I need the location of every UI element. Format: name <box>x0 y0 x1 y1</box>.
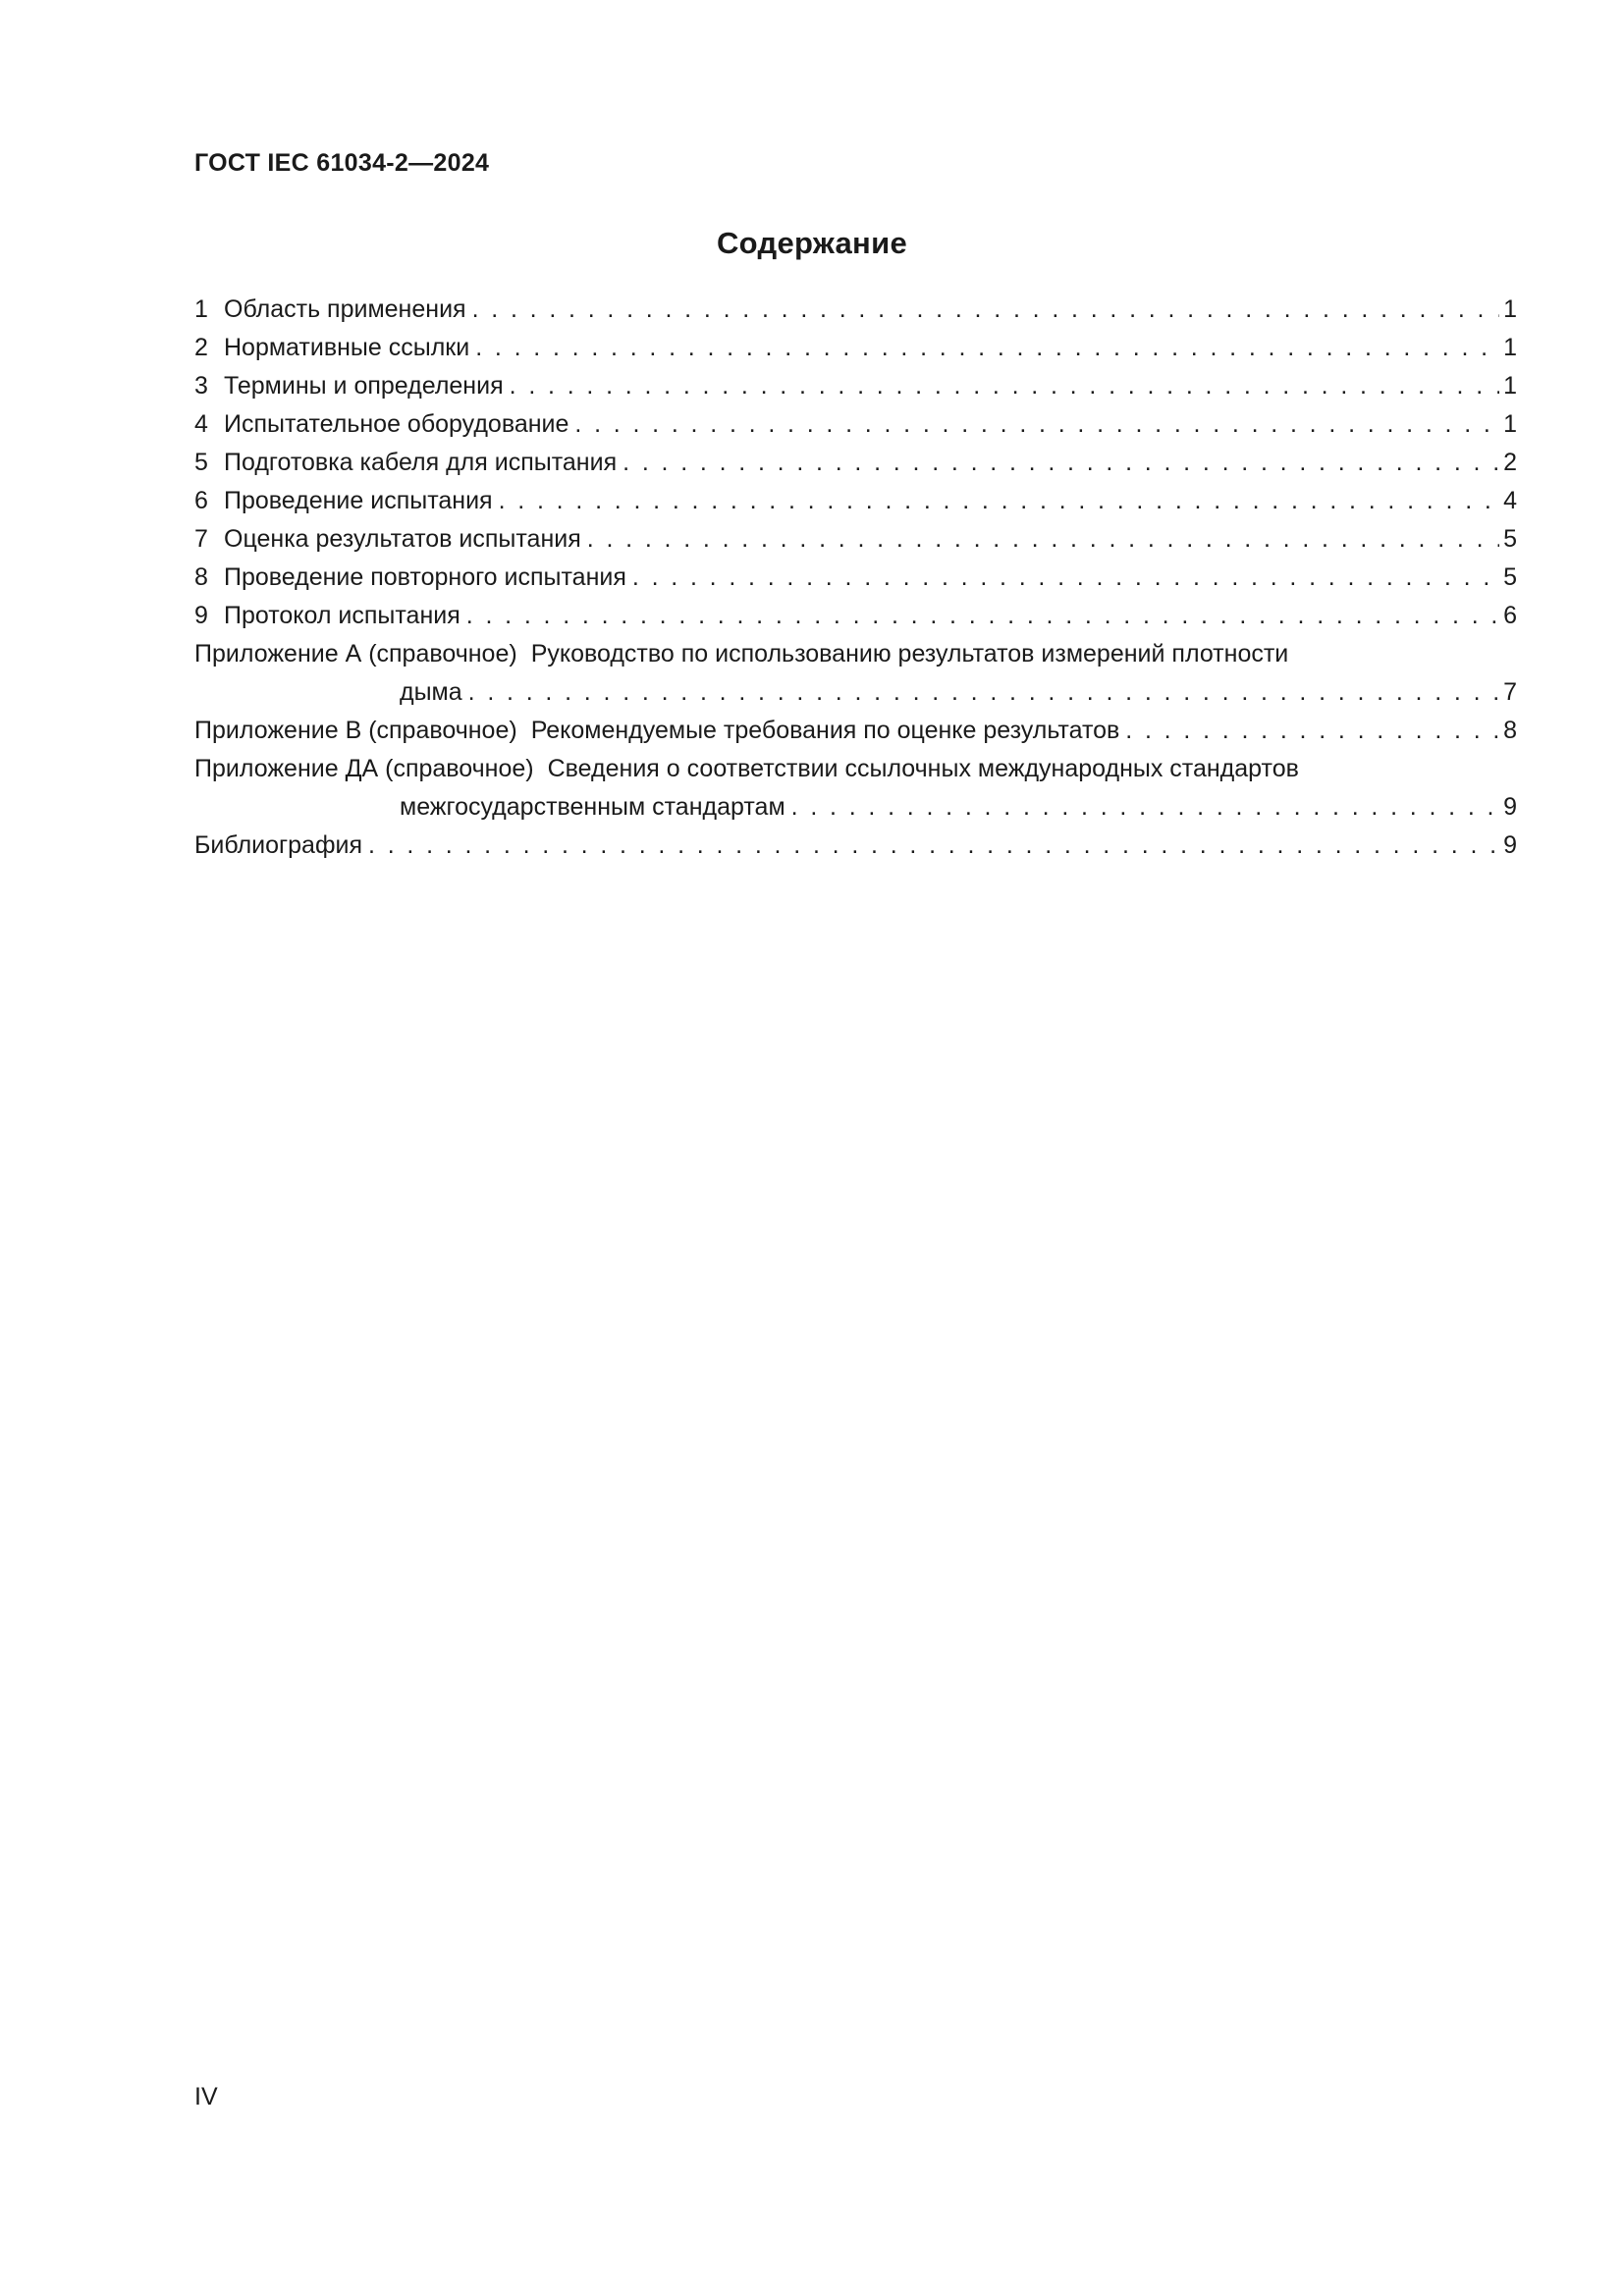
toc-dot-leader <box>499 482 1499 520</box>
toc-entry-number: 2 <box>194 334 208 361</box>
toc-entry-page: 9 <box>1503 793 1517 821</box>
toc-dot-leader <box>466 597 1499 635</box>
toc-entry-5[interactable] <box>194 444 1517 482</box>
toc-dot-leader <box>1125 712 1499 750</box>
toc-entry-title-continued: межгосударственным стандартам <box>400 793 785 821</box>
toc-entry-9[interactable] <box>194 597 1517 635</box>
toc-entry-page: 5 <box>1503 525 1517 553</box>
toc-dot-leader <box>472 291 1500 329</box>
toc-entry-page: 2 <box>1503 449 1517 476</box>
toc-entry-title: Рекомендуемые требования по оценке результатов <box>530 717 1120 744</box>
toc-dot-leader <box>632 559 1499 597</box>
toc-entry-3[interactable] <box>194 367 1517 405</box>
toc-title: Содержание <box>717 226 907 260</box>
document-code: ГОСТ IEC 61034-2—2024 <box>194 149 490 177</box>
toc-entry-page: 9 <box>1503 831 1517 859</box>
toc-entry-number: 5 <box>194 449 208 476</box>
toc-appendix-label: Приложение В (справочное) <box>194 717 517 744</box>
toc-dot-leader <box>368 827 1499 865</box>
toc-entry-number: 6 <box>194 487 208 514</box>
toc-entry-number: 4 <box>194 410 208 438</box>
table-of-contents <box>194 291 1517 865</box>
toc-entry-title: Проведение испытания <box>224 487 493 514</box>
toc-entry-number: 3 <box>194 372 208 400</box>
toc-appendix-label: Приложение ДА (справочное) <box>194 755 534 782</box>
page-number: IV <box>194 2083 218 2110</box>
toc-entry-page: 5 <box>1503 563 1517 591</box>
toc-entry-appendix-da-continued[interactable] <box>194 788 1517 827</box>
toc-entry-page: 1 <box>1503 372 1517 400</box>
toc-entry-7[interactable] <box>194 520 1517 559</box>
toc-dot-leader <box>791 788 1499 827</box>
toc-entry-number: 1 <box>194 295 208 323</box>
toc-entry-appendix-a-continued[interactable] <box>194 673 1517 712</box>
toc-entry-page: 1 <box>1503 295 1517 323</box>
toc-entry-title: Область применения <box>224 295 466 323</box>
toc-entry-2[interactable] <box>194 329 1517 367</box>
toc-entry-number: 7 <box>194 525 208 553</box>
toc-dot-leader <box>510 367 1499 405</box>
toc-entry-title: Проведение повторного испытания <box>224 563 626 591</box>
toc-dot-leader <box>475 329 1499 367</box>
toc-dot-leader <box>574 405 1499 444</box>
toc-entry-title: Оценка результатов испытания <box>224 525 581 553</box>
toc-entry-number: 9 <box>194 602 208 629</box>
toc-entry-title: Термины и определения <box>224 372 504 400</box>
toc-entry-1[interactable] <box>194 291 1517 329</box>
toc-entry-page: 4 <box>1503 487 1517 514</box>
toc-entry-number: 8 <box>194 563 208 591</box>
toc-dot-leader <box>623 444 1499 482</box>
toc-entry-appendix-a[interactable] <box>194 635 1517 673</box>
toc-entry-page: 1 <box>1503 334 1517 361</box>
toc-entry-title: Подготовка кабеля для испытания <box>224 449 618 476</box>
toc-dot-leader <box>468 673 1499 712</box>
toc-entry-title: Руководство по использованию результатов измерений плотности <box>530 640 1289 667</box>
toc-entry-title: Испытательное оборудование <box>224 410 569 438</box>
toc-entry-page: 1 <box>1503 410 1517 438</box>
toc-appendix-label: Приложение А (справочное) <box>194 640 517 667</box>
toc-dot-leader <box>587 520 1499 559</box>
toc-entry-title: Протокол испытания <box>224 602 460 629</box>
toc-entry-appendix-b[interactable] <box>194 712 1517 750</box>
toc-entry-page: 8 <box>1503 717 1517 744</box>
toc-entry-appendix-da[interactable] <box>194 750 1517 788</box>
toc-entry-6[interactable] <box>194 482 1517 520</box>
toc-entry-page: 6 <box>1503 602 1517 629</box>
toc-entry-title: Сведения о соответствии ссылочных международных стандартов <box>547 755 1299 782</box>
toc-entry-4[interactable] <box>194 405 1517 444</box>
toc-entry-page: 7 <box>1503 678 1517 706</box>
toc-entry-bibliography[interactable] <box>194 827 1517 865</box>
toc-entry-8[interactable] <box>194 559 1517 597</box>
toc-entry-title-continued: дыма <box>400 678 462 706</box>
toc-entry-title: Нормативные ссылки <box>224 334 470 361</box>
toc-entry-title: Библиография <box>194 831 363 859</box>
